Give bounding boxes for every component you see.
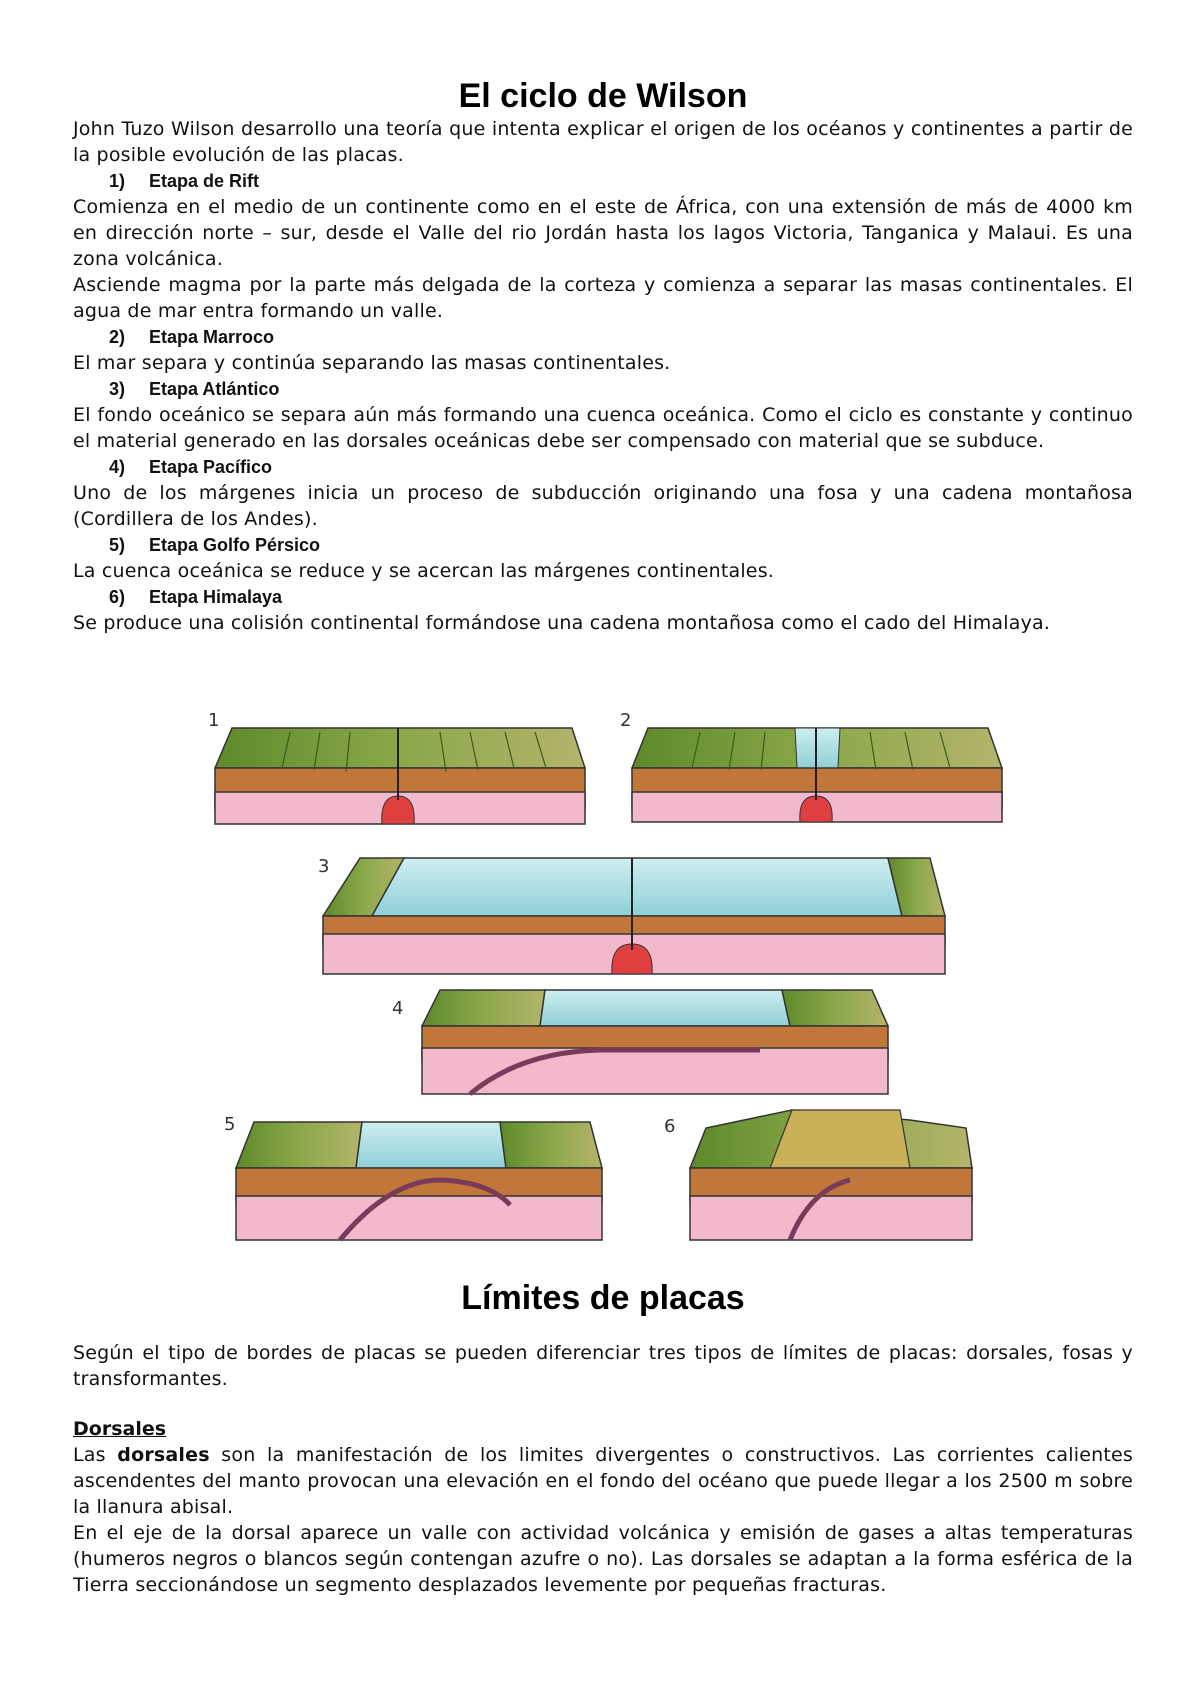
plate-limits-section bbox=[73, 1278, 1133, 1598]
diagram-stage-1 bbox=[208, 710, 585, 824]
diagram-stage-6 bbox=[664, 1110, 972, 1240]
stage-heading-3: 3) Etapa Atlántico bbox=[109, 379, 280, 399]
stage-heading-2: 2) Etapa Marroco bbox=[109, 327, 275, 347]
wilson-cycle-figure bbox=[0, 700, 1200, 1250]
stage-3-paragraph: El fondo oceánico se separa aún más formando una cuenca oceánica. Como el ciclo es constante y continuo el material generado en las dorsales oceánicas debe ser compensado con material que se subduce. bbox=[73, 404, 1133, 452]
dorsales-heading: Dorsales bbox=[73, 1418, 167, 1440]
diagram-stage-4 bbox=[392, 990, 888, 1094]
diagram-stage-5 bbox=[224, 1114, 602, 1240]
intro-paragraph: John Tuzo Wilson desarrollo una teoría que intenta explicar el origen de los océanos y continentes a partir de la posible evolución de las placas. bbox=[73, 118, 1133, 166]
figure-label-5: 5 bbox=[224, 1114, 236, 1135]
diagram-stage-2 bbox=[620, 710, 1002, 822]
figure-label-6: 6 bbox=[664, 1116, 676, 1137]
figure-label-1: 1 bbox=[208, 710, 220, 731]
stage-1-paragraph-1: Comienza en el medio de un continente como en el este de África, con una extensión de más de 4000 km en dirección norte – sur, desde el Valle del rio Jordán hasta los lagos Victoria, Tanganica y Malaui. Es una zona volcánica. bbox=[73, 196, 1133, 270]
stage-5-paragraph: La cuenca oceánica se reduce y se acercan las márgenes continentales. bbox=[73, 560, 775, 582]
dorsales-paragraph-1: Las dorsales son la manifestación de los limites divergentes o constructivos. Las corrientes calientes ascendentes del manto provocan una elevación en el fondo del océano que puede llegar a los 2500 m sobre la llanura abisal. bbox=[73, 1444, 1133, 1518]
diagram-stage-3 bbox=[318, 856, 945, 974]
plate-limits-intro: Según el tipo de bordes de placas se pueden diferenciar tres tipos de límites de placas: dorsales, fosas y transformantes. bbox=[73, 1342, 1133, 1390]
section-title: Límites de placas bbox=[461, 1279, 745, 1317]
stage-6-paragraph: Se produce una colisión continental formándose una cadena montañosa como el cado del Himalaya. bbox=[73, 612, 1051, 634]
stage-2-paragraph: El mar separa y continúa separando las masas continentales. bbox=[73, 352, 671, 374]
figure-label-4: 4 bbox=[392, 998, 404, 1019]
dorsales-paragraph-2: En el eje de la dorsal aparece un valle con actividad volcánica y emisión de gases a altas temperaturas (humeros negros o blancos según contengan azufre o no). Las dorsales se adaptan a la forma esférica de la Tierra seccionándose un segmento desplazados levemente por pequeñas fracturas. bbox=[73, 1522, 1133, 1596]
stage-4-paragraph: Uno de los márgenes inicia un proceso de subducción originando una fosa y una cadena montañosa (Cordillera de los Andes). bbox=[73, 482, 1133, 530]
stage-heading-5: 5) Etapa Golfo Pérsico bbox=[109, 535, 321, 555]
page-title: El ciclo de Wilson bbox=[458, 77, 748, 115]
figure-label-2: 2 bbox=[620, 710, 632, 731]
stage-1-paragraph-2: Asciende magma por la parte más delgada de la corteza y comienza a separar las masas continentales. El agua de mar entra formando un valle. bbox=[73, 274, 1133, 322]
wilson-cycle-text bbox=[73, 76, 1133, 636]
stage-heading-4: 4) Etapa Pacífico bbox=[109, 457, 273, 477]
stage-heading-1: 1) Etapa de Rift bbox=[109, 171, 260, 191]
stage-heading-6: 6) Etapa Himalaya bbox=[109, 587, 283, 607]
figure-label-3: 3 bbox=[318, 856, 330, 877]
